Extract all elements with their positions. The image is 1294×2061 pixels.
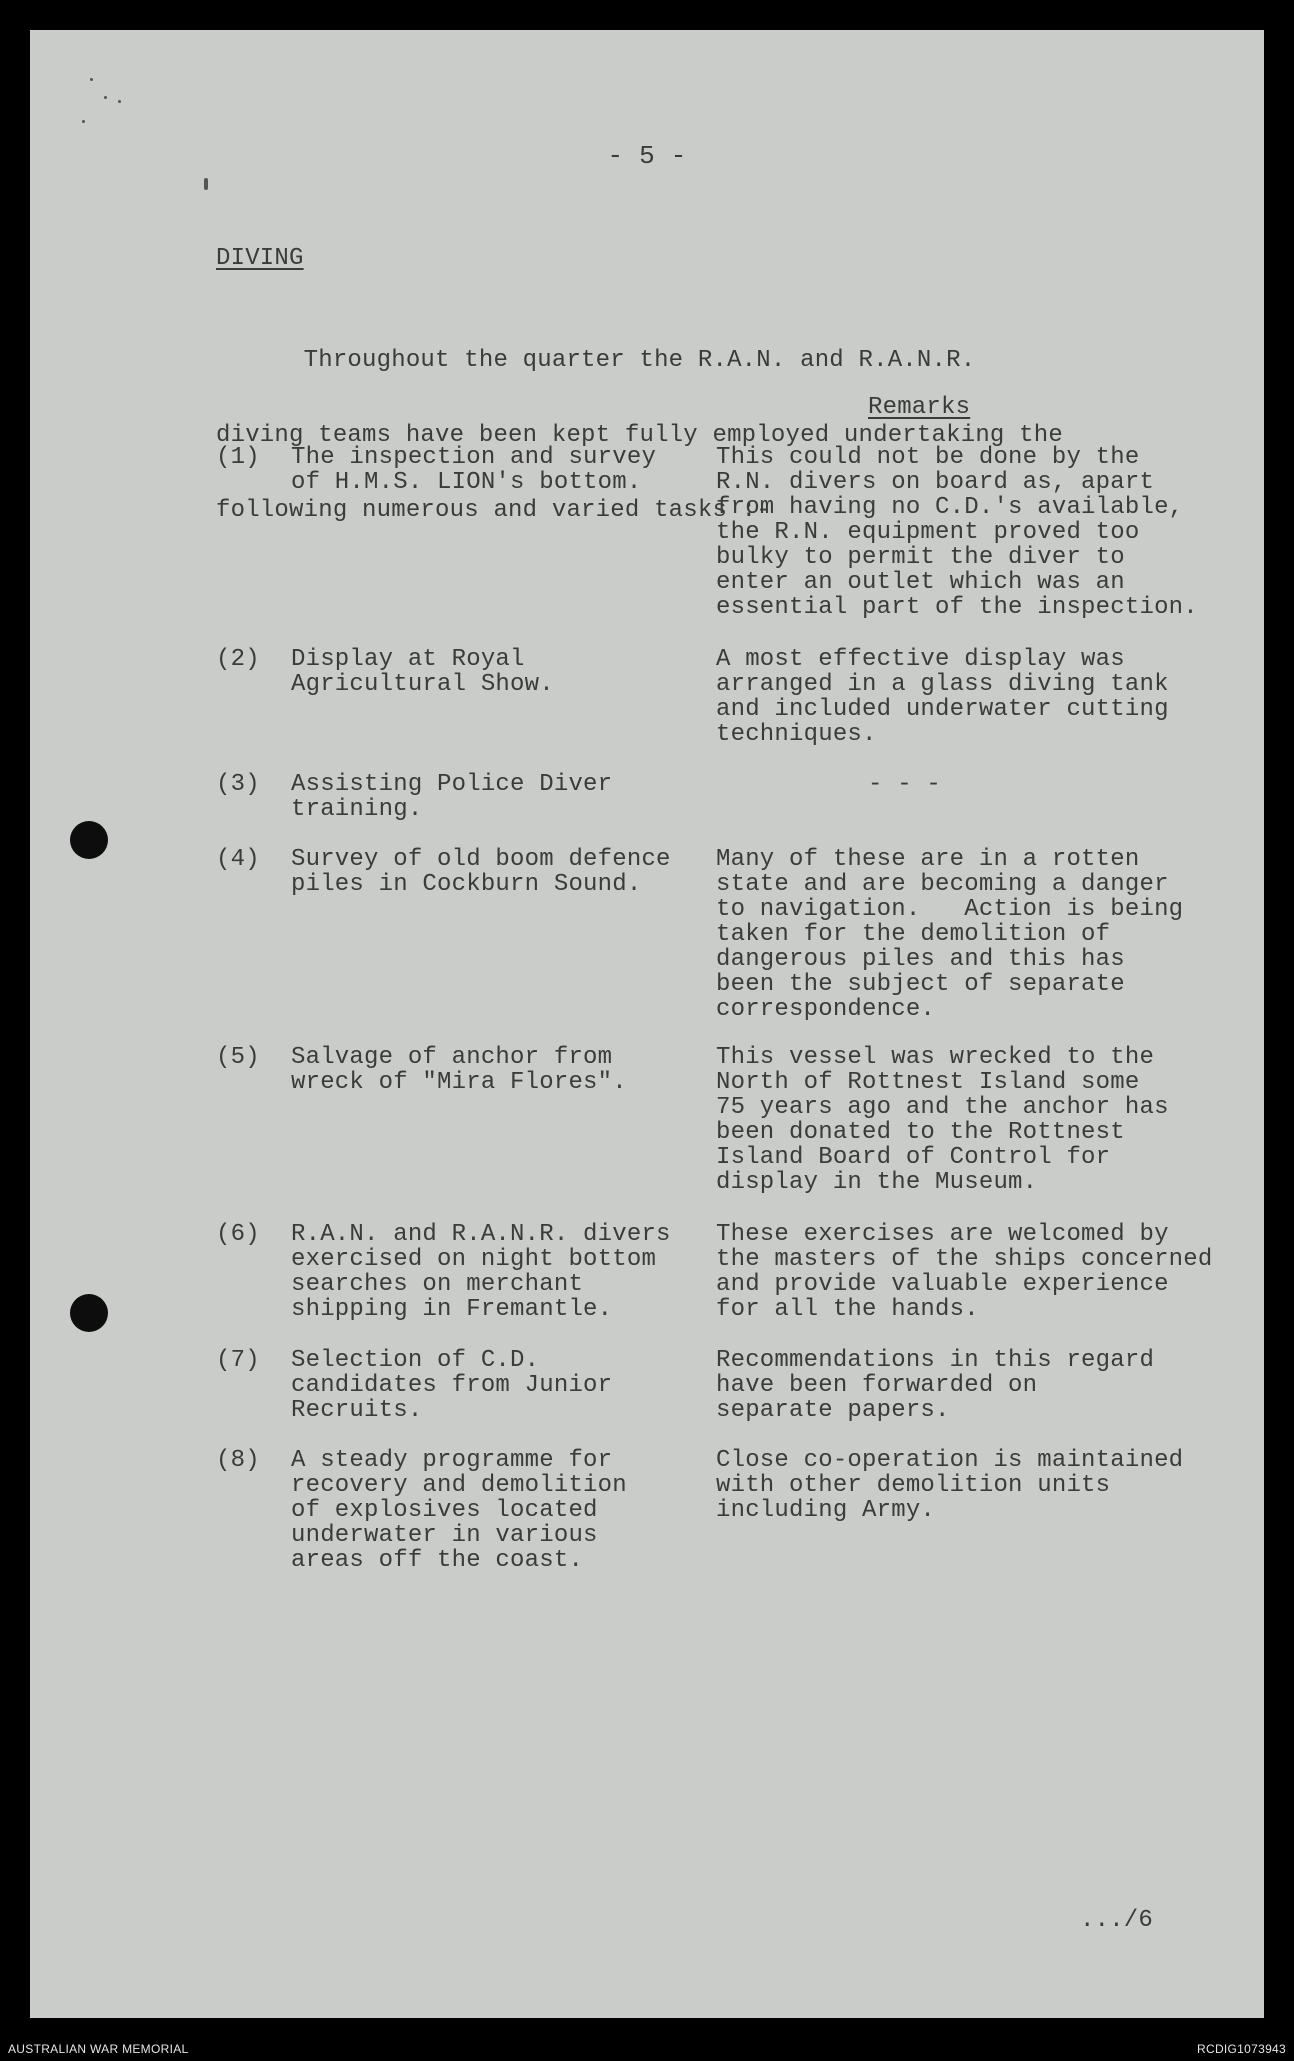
item-number: (6) <box>216 1221 260 1248</box>
paper-speck <box>90 78 93 81</box>
intro-line: Throughout the quarter the R.A.N. and R.A.N.R. <box>216 347 976 374</box>
punch-hole <box>70 821 108 859</box>
item-number: (8) <box>216 1447 260 1474</box>
intro-line: following numerous and varied tasks :- <box>216 497 771 524</box>
paper-mark <box>204 178 208 190</box>
item-remark: - - - <box>868 771 942 798</box>
section-heading: DIVING <box>216 245 304 272</box>
item-task: R.A.N. and R.A.N.R. divers exercised on night bottom searches on merchant shipping in Fremantle. <box>291 1221 671 1323</box>
item-remark: This could not be done by the R.N. divers on board as, apart from having no C.D.'s available, the R.N. equipment proved too bulky to permit the diver to enter an outlet which was an essential part of the inspection. <box>716 444 1198 621</box>
item-number: (5) <box>216 1044 260 1071</box>
item-remark: Recommendations in this regard have been forwarded on separate papers. <box>716 1347 1155 1424</box>
item-task: The inspection and survey of H.M.S. LION's bottom. <box>291 444 657 496</box>
paper-speck <box>82 120 85 123</box>
item-remark: These exercises are welcomed by the masters of the ships concerned and provide valuable experience for all the hands. <box>716 1221 1213 1323</box>
document-page <box>30 30 1264 2018</box>
item-task: Display at Royal Agricultural Show. <box>291 646 554 698</box>
continuation-marker: .../6 <box>1080 1907 1154 1934</box>
remarks-column-heading: Remarks <box>868 394 971 421</box>
item-number: (4) <box>216 846 260 873</box>
item-remark: Close co-operation is maintained with other demolition units including Army. <box>716 1447 1184 1524</box>
archive-institution-label: AUSTRALIAN WAR MEMORIAL <box>8 2042 189 2056</box>
page-number: - 5 - <box>607 141 687 171</box>
punch-hole <box>70 1294 108 1332</box>
item-number: (3) <box>216 771 260 798</box>
paper-speck <box>118 100 121 103</box>
item-number: (1) <box>216 444 260 471</box>
item-task: Assisting Police Diver training. <box>291 771 613 823</box>
item-remark: This vessel was wrecked to the North of Rottnest Island some 75 years ago and the anchor has been donated to the Rottnest Island Board of Control for display in the Museum. <box>716 1044 1169 1196</box>
archive-reference-label: RCDIG1073943 <box>1197 2042 1286 2056</box>
item-task: Selection of C.D. candidates from Junior Recruits. <box>291 1347 613 1424</box>
item-task: A steady programme for recovery and demolition of explosives located underwater in various areas off the coast. <box>291 1447 627 1574</box>
item-number: (2) <box>216 646 260 673</box>
item-number: (7) <box>216 1347 260 1374</box>
paper-speck <box>104 96 107 99</box>
intro-line: diving teams have been kept fully employed undertaking the <box>216 422 1063 449</box>
item-task: Salvage of anchor from wreck of "Mira Flores". <box>291 1044 627 1096</box>
item-task: Survey of old boom defence piles in Cockburn Sound. <box>291 846 671 898</box>
item-remark: Many of these are in a rotten state and are becoming a danger to navigation. Action is being taken for the demolition of dangerous piles and this has been the subject of separate correspondence. <box>716 846 1184 1023</box>
item-remark: A most effective display was arranged in a glass diving tank and included underwater cutting techniques. <box>716 646 1169 748</box>
